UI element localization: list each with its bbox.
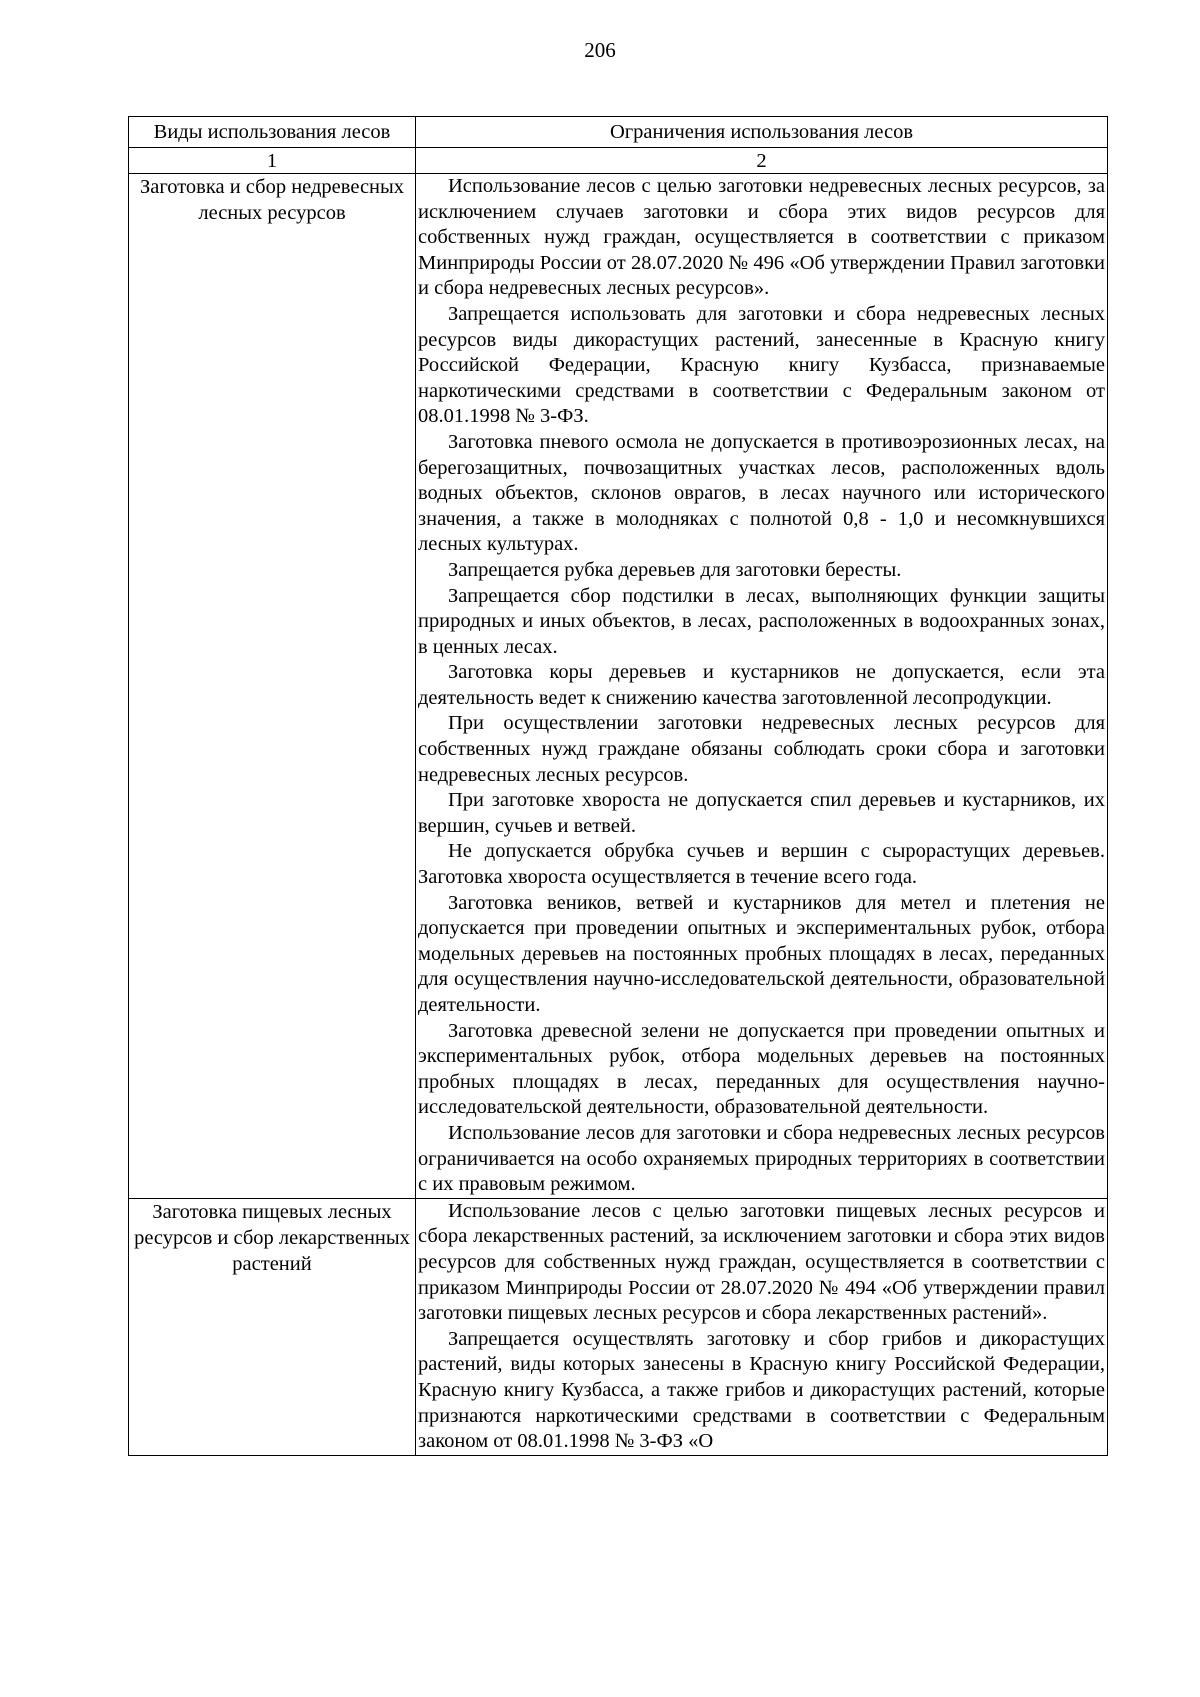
use-type-cell: Заготовка пищевых лесных ресурсов и сбор лекарственных растений: [129, 1198, 416, 1455]
restriction-paragraph: Запрещается рубка деревьев для заготовки бересты.: [448, 558, 902, 581]
restriction-paragraph: Запрещается использовать для заготовки и сбора недревесных лесных ресурсов виды дикорастущих растений, занесенные в Красную книгу Российской Федерации, Красную книгу Кузбасса, признаваемые наркотическими средствами в соответствии с Федеральным законом от 08.01.1998 № 3-ФЗ.: [418, 302, 1105, 428]
restriction-paragraph: При заготовке хвороста не допускается спил деревьев и кустарников, их вершин, сучьев и ветвей.: [418, 789, 1105, 837]
restrictions-table: [128, 116, 1108, 1456]
restrictions-cell: [416, 174, 1108, 1199]
column-number-1: 1: [129, 148, 416, 174]
restriction-paragraph: Использование лесов для заготовки и сбора недревесных лесных ресурсов ограничивается на особо охраняемых природных территориях в соответствии с их правовым режимом.: [418, 1121, 1105, 1196]
column-number-2: 2: [416, 148, 1108, 174]
restriction-paragraph: Запрещается осуществлять заготовку и сбор грибов и дикорастущих растений, виды которых занесены в Красную книгу Российской Федерации, Красную книгу Кузбасса, а также грибов и дикорастущих растений, которые признаются наркотическими средствами в соответствии с Федеральным законом от 08.01.1998 № 3-ФЗ «О: [418, 1327, 1105, 1453]
table-row: [129, 174, 1108, 1199]
restriction-paragraph: Не допускается обрубка сучьев и вершин с сырорастущих деревьев. Заготовка хвороста осуществляется в течение всего года.: [418, 840, 1105, 889]
restriction-paragraph: Заготовка пневого осмола не допускается в противоэрозионных лесах, на берегозащитных, почвозащитных участках лесов, расположенных вдоль водных объектов, склонов оврагов, в лесах научного или исторического значения, а также в молодняках с полнотой 0,8 - 1,0 и несомкнувшихся лесных культурах.: [418, 430, 1105, 556]
restriction-paragraph: Заготовка коры деревьев и кустарников не допускается, если эта деятельность ведет к снижению качества заготовленной лесопродукции.: [418, 661, 1105, 709]
header-forest-use-types: Виды использования лесов: [129, 117, 416, 148]
page-number: 206: [584, 38, 616, 62]
use-type-cell: Заготовка и сбор недревесных лесных ресурсов: [129, 174, 416, 1199]
restriction-paragraph: Заготовка древесной зелени не допускается при проведении опытных и экспериментальных рубок, отбора модельных деревьев на постоянных пробных площадях в лесах, переданных для осуществления научно-исследовательской деятельности, образовательной деятельности.: [418, 1019, 1105, 1119]
restriction-paragraph: Запрещается сбор подстилки в лесах, выполняющих функции защиты природных и иных объектов, в лесах, расположенных в водоохранных зонах, в ценных лесах.: [418, 584, 1105, 658]
table-row: [129, 1198, 1108, 1455]
header-forest-use-restrictions: Ограничения использования лесов: [416, 117, 1108, 148]
restriction-paragraph: Использование лесов с целью заготовки пищевых лесных ресурсов и сбора лекарственных растений, за исключением заготовки и сбора этих видов ресурсов для собственных нужд граждан, осуществляется в соответствии с приказом Минприроды России от 28.07.2020 № 494 «Об утверждении правил заготовки пищевых лесных ресурсов и сбора лекарственных растений».: [418, 1199, 1105, 1325]
column-number-row: [129, 148, 1108, 174]
restriction-paragraph: Заготовка веников, ветвей и кустарников для метел и плетения не допускается при проведении опытных и экспериментальных рубок, отбора модельных деревьев на постоянных пробных площадях в лесах, переданных для осуществления научно-исследовательской деятельности, образовательной деятельности.: [418, 891, 1105, 1016]
restriction-paragraph: При осуществлении заготовки недревесных лесных ресурсов для собственных нужд граждане обязаны соблюдать сроки сбора и заготовки недревесных лесных ресурсов.: [418, 712, 1105, 786]
header-row: [129, 117, 1108, 148]
restriction-paragraph: Использование лесов с целью заготовки недревесных лесных ресурсов, за исключением случаев заготовки и сбора этих видов ресурсов для собственных нужд граждан, осуществляется в соответствии с приказом Минприроды России от 28.07.2020 № 496 «Об утверждении Правил заготовки и сбора недревесных лесных ресурсов».: [418, 175, 1105, 300]
restrictions-cell: [416, 1198, 1108, 1455]
